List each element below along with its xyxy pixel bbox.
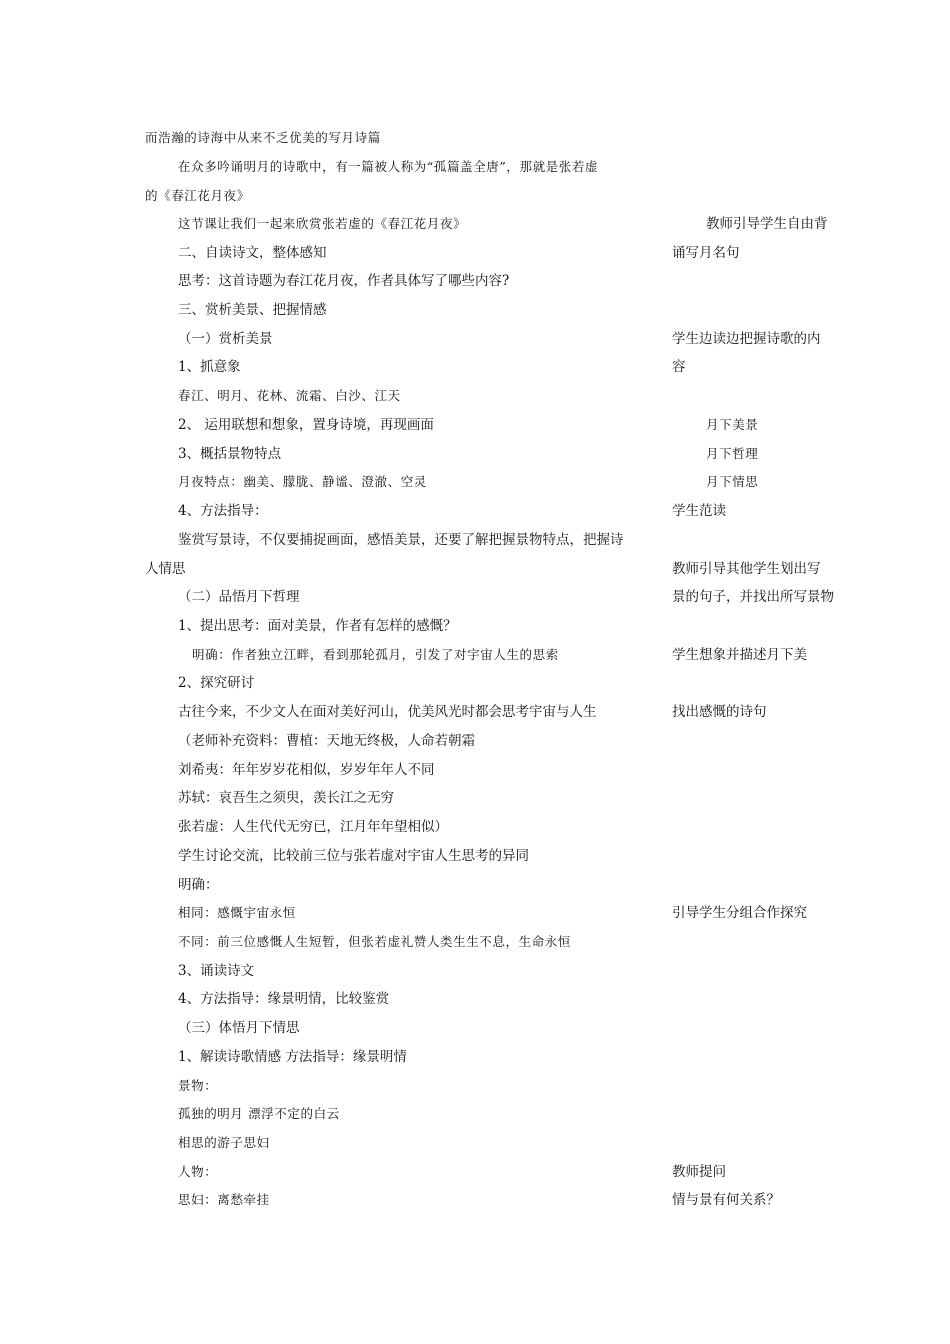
main-line: 思考：这首诗题为春江花月夜，作者具体写了哪些内容? [178,273,510,289]
main-line: 景物： [178,1078,218,1093]
main-line: 相同：感慨宇宙永恒 [178,905,296,920]
main-line: 在众多吟诵明月的诗歌中，有一篇被人称为“孤篇盖全唐”，那就是张若虚 [178,159,599,174]
main-line: 学生讨论交流，比较前三位与张若虚对宇宙人生思考的异同 [178,848,529,864]
main-line: 1、提出思考：面对美景，作者有怎样的感慨？ [178,618,457,634]
main-line: 人物： [178,1164,218,1179]
side-note: 引导学生分组合作探究 [672,905,807,921]
main-line: 苏轼：哀吾生之须臾，羡长江之无穷 [178,790,394,806]
side-note: 诵写月名句 [672,245,740,261]
side-note: 景的句子，并找出所写景物 [672,589,834,605]
main-line: 月夜特点：幽美、朦胧、静谧、澄澈、空灵 [178,474,427,489]
main-line: 古往今来，不少文人在面对美好河山，优美风光时都会思考宇宙与人生 [178,704,597,720]
main-line: 春江、明月、花林、流霜、白沙、江天 [178,388,401,403]
side-note: 教师提问 [672,1164,726,1180]
side-note: 找出感慨的诗句 [672,704,767,720]
main-line: （二）品悟月下哲理 [178,589,300,605]
main-line: 相思的游子思妇 [178,1135,270,1150]
main-line: 鉴赏写景诗，不仅要捕捉画面，感悟美景，还要了解把握景物特点，把握诗 [178,532,624,548]
main-line: 的《春江花月夜》 [145,188,250,203]
main-line: 三、赏析美景、把握情感 [178,302,327,318]
main-line: 刘希夷：年年岁岁花相似，岁岁年年人不同 [178,762,435,778]
main-line: （三）体悟月下情思 [178,1020,300,1036]
side-note: 情与景有何关系？ [672,1192,780,1208]
main-line: 明确： [178,877,219,893]
main-line: 3、概括景物特点 [178,446,282,462]
main-line: 2、 运用联想和想象，置身诗境，再现画面 [178,417,434,433]
side-note: 月下哲理 [706,446,759,461]
main-line: 明确：作者独立江畔，看到那轮孤月，引发了对宇宙人生的思索 [192,647,559,662]
main-line: 不同：前三位感慨人生短暂，但张若虚礼赞人类生生不息，生命永恒 [178,934,572,949]
side-note: 教师引导其他学生划出写 [672,561,821,577]
side-note: 学生想象并描述月下美 [672,647,807,663]
main-line: 4、方法指导： [178,503,268,519]
main-line: （一）赏析美景 [178,331,273,347]
side-note: 学生边读边把握诗歌的内 [672,331,821,347]
main-line: 人情思 [145,561,186,577]
side-note: 容 [672,359,686,375]
main-line: 1、解读诗歌情感 方法指导：缘景明情 [178,1049,407,1065]
main-line: 2、探究研讨 [178,675,255,691]
main-line: 4、方法指导：缘景明情，比较鉴赏 [178,991,390,1007]
main-line: 这节课让我们一起来欣赏张若虚的《春江花月夜》 [178,216,467,231]
main-line: 张若虚：人生代代无穷已，江月年年望相似） [178,819,448,835]
main-line: 而浩瀚的诗海中从来不乏优美的写月诗篇 [145,130,381,145]
side-note: 月下美景 [706,417,759,432]
main-line: 二、自读诗文，整体感知 [178,245,327,261]
side-note: 教师引导学生自由背 [706,216,828,232]
main-line: 3、诵读诗文 [178,963,255,979]
main-line: 1、抓意象 [178,359,241,375]
main-line: （老师补充资料：曹植：天地无终极，人命若朝霜 [178,733,475,749]
main-line: 思妇：离愁牵挂 [178,1192,270,1207]
main-line: 孤独的明月 漂浮不定的白云 [178,1106,340,1121]
side-note: 学生范读 [672,503,726,519]
side-note: 月下情思 [706,474,759,489]
